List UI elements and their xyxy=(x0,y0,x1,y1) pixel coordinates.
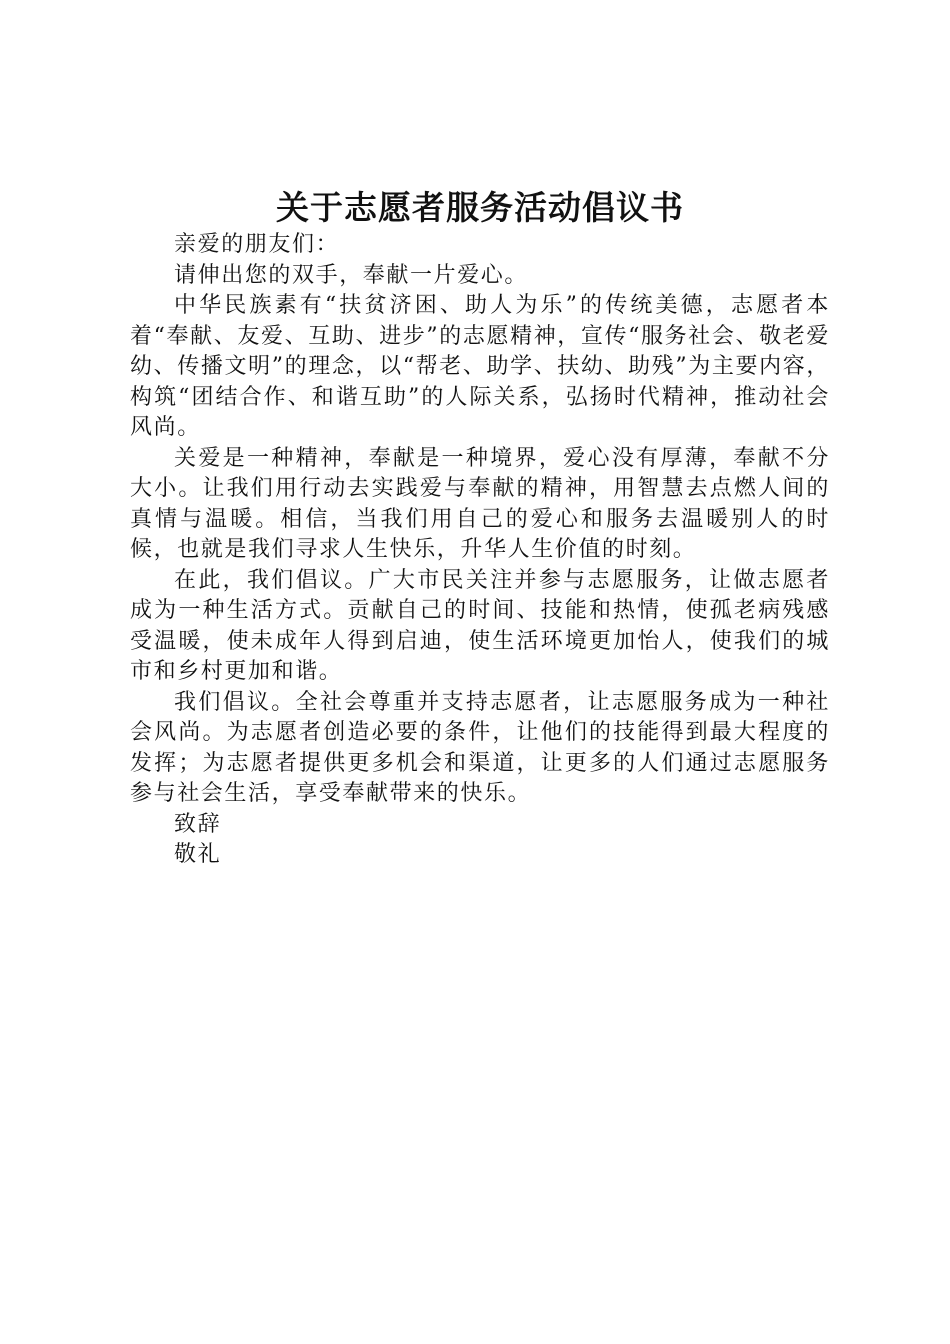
body-paragraph-3: 在此，我们倡议。广大市民关注并参与志愿服务，让做志愿者成为一种生活方式。贡献自己的时间、技能和热情，使孤老病残感受温暖，使未成年人得到启迪，使生活环境更加怡人，使我们的城市和乡村更加和谐。 xyxy=(130,567,830,684)
opening-line: 请伸出您的双手，奉献一片爱心。 xyxy=(174,262,529,288)
greeting: 亲爱的朋友们： xyxy=(174,232,340,257)
closing-line: 致辞 xyxy=(174,811,222,837)
body-paragraph-1: 中华民族素有“扶贫济困、助人为乐”的传统美德，志愿者本着“奉献、友爱、互助、进步”的志愿精神，宣传“服务社会、敬老爱幼、传播文明”的理念，以“帮老、助学、扶幼、助残”为主要内容，构筑“团结合作、和谐互助”的人际关系，弘扬时代精神，推动社会风尚。 xyxy=(130,293,830,440)
document-title: 关于志愿者服务活动倡议书 xyxy=(276,188,684,227)
body-paragraph-2: 关爱是一种精神，奉献是一种境界，爱心没有厚薄，奉献不分大小。让我们用行动去实践爱与奉献的精神，用智慧去点燃人间的真情与温暖。相信，当我们用自己的爱心和服务去温暖别人的时候，也就是我们寻求人生快乐，升华人生价值的时刻。 xyxy=(130,445,830,562)
document-page xyxy=(130,186,830,871)
salutation: 敬礼 xyxy=(174,842,222,867)
body-paragraph-4: 我们倡议。全社会尊重并支持志愿者，让志愿服务成为一种社会风尚。为志愿者创造必要的条件，让他们的技能得到最大程度的发挥；为志愿者提供更多机会和渠道，让更多的人们通过志愿服务参与社会生活，享受奉献带来的快乐。 xyxy=(130,689,830,806)
